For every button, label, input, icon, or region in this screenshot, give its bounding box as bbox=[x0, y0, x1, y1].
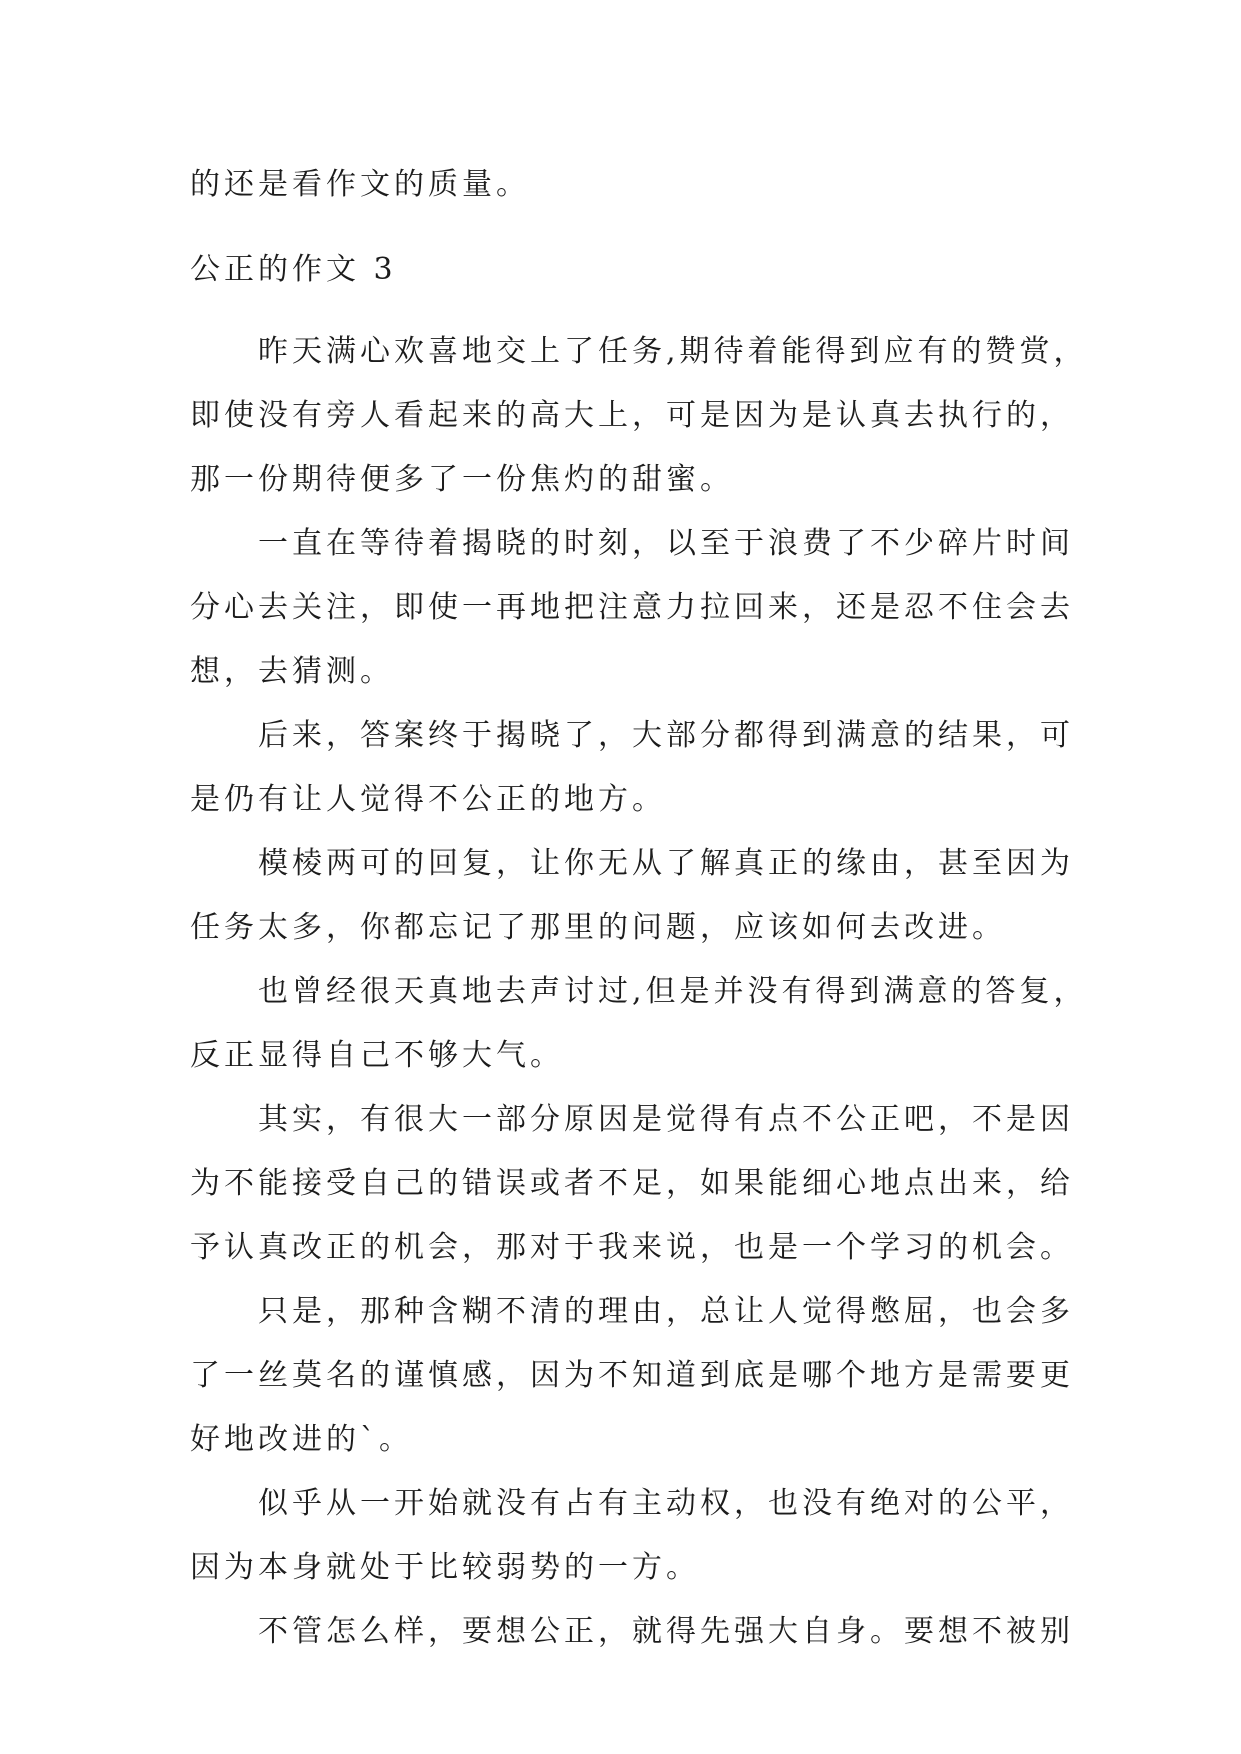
text-line: 了一丝莫名的谨慎感，因为不知道到底是哪个地方是需要更 bbox=[190, 1358, 1074, 1393]
text-line: 后来，答案终于揭晓了，大部分都得到满意的结果，可 bbox=[258, 718, 1074, 753]
text-line: 任务太多，你都忘记了那里的问题，应该如何去改进。 bbox=[190, 910, 1006, 945]
text-line: 模棱两可的回复，让你无从了解真正的缘由，甚至因为 bbox=[258, 846, 1074, 881]
text-line: 似乎从一开始就没有占有主动权，也没有绝对的公平， bbox=[258, 1486, 1074, 1521]
text-line: 不管怎么样，要想公正，就得先强大自身。要想不被别 bbox=[258, 1614, 1074, 1649]
text-line: 也曾经很天真地去声讨过,但是并没有得到满意的答复， bbox=[258, 974, 1088, 1009]
text-line: 昨天满心欢喜地交上了任务,期待着能得到应有的赞赏， bbox=[258, 334, 1088, 369]
text-line: 予认真改正的机会，那对于我来说，也是一个学习的机会。 bbox=[190, 1230, 1074, 1265]
text-line: 只是，那种含糊不清的理由，总让人觉得憋屈，也会多 bbox=[258, 1294, 1074, 1329]
text-line: 因为本身就处于比较弱势的一方。 bbox=[190, 1550, 700, 1585]
text-line: 那一份期待便多了一份焦灼的甜蜜。 bbox=[190, 462, 734, 497]
text-line: 反正显得自己不够大气。 bbox=[190, 1038, 564, 1073]
text-line: 是仍有让人觉得不公正的地方。 bbox=[190, 782, 666, 817]
text-line: 想，去猜测。 bbox=[190, 654, 394, 689]
text-line: 一直在等待着揭晓的时刻，以至于浪费了不少碎片时间 bbox=[258, 526, 1074, 561]
text-line: 分心去关注，即使一再地把注意力拉回来，还是忍不住会去 bbox=[190, 590, 1074, 625]
text-line: 好地改进的`。 bbox=[190, 1422, 413, 1457]
continuation-line: 的还是看作文的质量。 bbox=[190, 167, 530, 202]
section-title: 公正的作文 3 bbox=[190, 252, 397, 287]
text-line: 即使没有旁人看起来的高大上，可是因为是认真去执行的， bbox=[190, 398, 1074, 433]
text-line: 为不能接受自己的错误或者不足，如果能细心地点出来，给 bbox=[190, 1166, 1074, 1201]
text-line: 其实，有很大一部分原因是觉得有点不公正吧，不是因 bbox=[258, 1102, 1074, 1137]
